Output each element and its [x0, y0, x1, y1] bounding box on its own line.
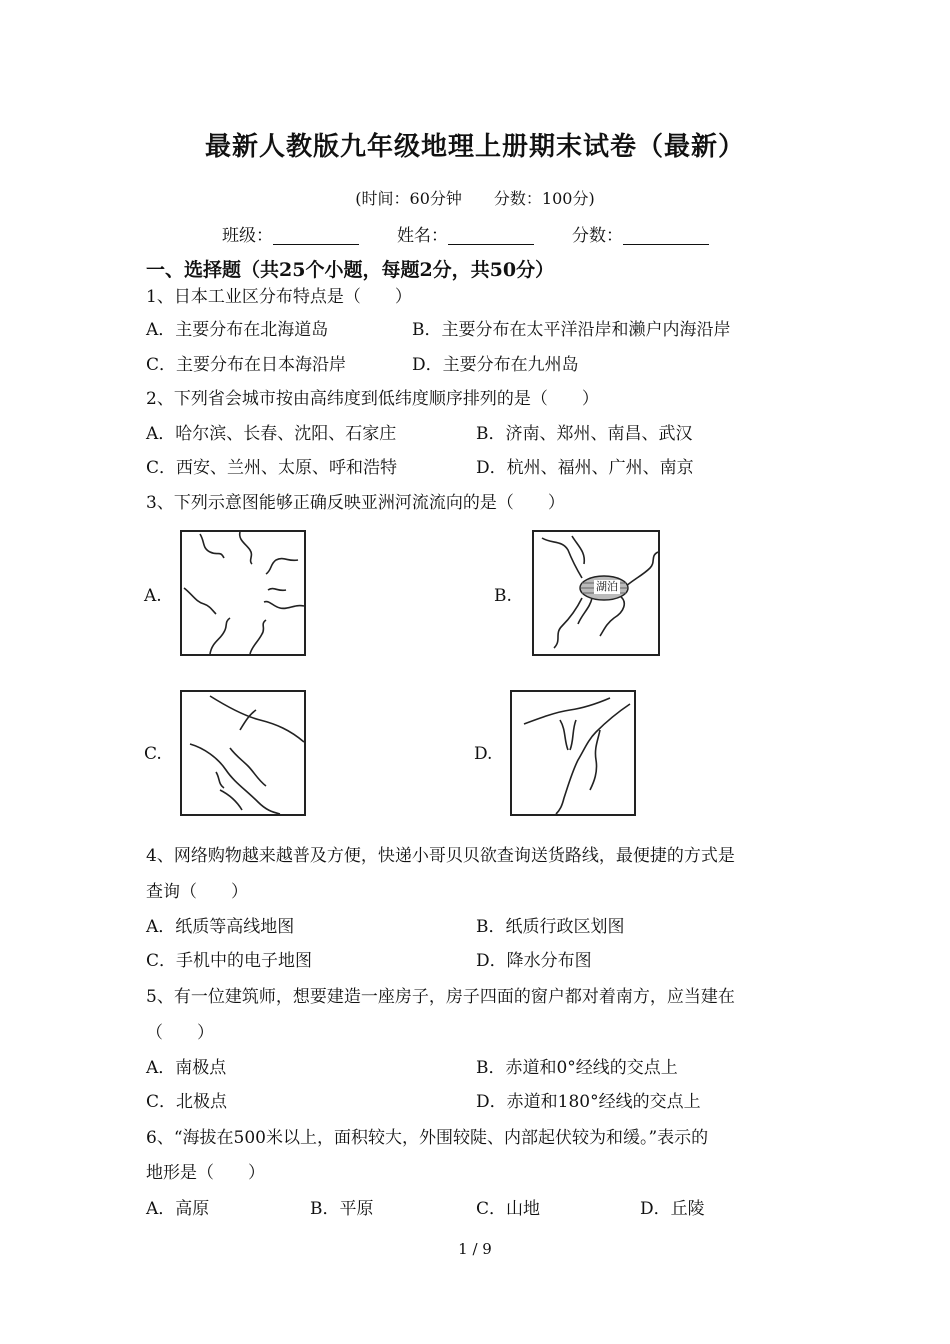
q4-option-d: D．降水分布图 [476, 951, 592, 971]
page-number: 1 / 9 [458, 1240, 492, 1258]
q3-option-c-label: C. [144, 744, 162, 764]
q2-option-a: A．哈尔滨、长春、沈阳、石家庄 [146, 424, 397, 444]
q2-option-c: C．西安、兰州、太原、呼和浩特 [146, 458, 398, 478]
question-4-stem: 4、网络购物越来越普及方便，快递小哥贝贝欲查询送货路线，最便捷的方式是 [146, 846, 735, 866]
name-blank[interactable] [448, 226, 534, 245]
q6-option-b: B．平原 [310, 1199, 374, 1219]
question-3-stem: 3、下列示意图能够正确反映亚洲河流流向的是（ ） [146, 493, 565, 513]
q1-option-b: B．主要分布在太平洋沿岸和濑户内海沿岸 [412, 320, 731, 340]
q3-option-a-label: A. [144, 586, 162, 606]
q3-map-d [510, 690, 636, 816]
q4-option-c: C．手机中的电子地图 [146, 951, 313, 971]
q2-option-d: D．杭州、福州、广州、南京 [476, 458, 694, 478]
q6-option-a: A．高原 [146, 1199, 210, 1219]
name-label: 姓名： [397, 226, 448, 246]
q5-option-a: A．南极点 [146, 1058, 227, 1078]
q4-option-a: A．纸质等高线地图 [146, 917, 295, 937]
q5-option-d: D．赤道和180°经线的交点上 [476, 1092, 701, 1112]
q3-option-b-label: B. [494, 586, 512, 606]
question-6-stem: 6、“海拔在500米以上，面积较大，外围较陡、内部起伏较为和缓。”表示的 [146, 1128, 709, 1148]
exam-info: (时间：60分钟 分数：100分) [355, 189, 595, 208]
question-4-stem-cont: 查询（ ） [146, 882, 248, 902]
section-heading: 一、选择题（共25个小题，每题2分，共50分） [146, 259, 555, 281]
class-blank[interactable] [273, 226, 359, 245]
q2-option-b: B．济南、郑州、南昌、武汉 [476, 424, 693, 444]
student-fields [222, 221, 747, 246]
q3-option-d-label: D. [474, 744, 493, 764]
class-label: 班级： [222, 226, 273, 246]
score-label: 分数： [572, 226, 623, 246]
question-1-stem: 1、日本工业区分布特点是（ ） [146, 287, 412, 307]
q3-map-a [180, 530, 306, 656]
question-5-stem: 5、有一位建筑师，想要建造一座房子，房子四面的窗户都对着南方，应当建在 [146, 987, 735, 1007]
question-5-stem-cont: （ ） [146, 1023, 214, 1043]
q1-option-c: C．主要分布在日本海沿岸 [146, 355, 347, 375]
question-2-stem: 2、下列省会城市按由高纬度到低纬度顺序排列的是（ ） [146, 389, 599, 409]
page-title: 最新人教版九年级地理上册期末试卷（最新） [204, 132, 745, 162]
q6-option-c: C．山地 [476, 1199, 541, 1219]
q5-option-c: C．北极点 [146, 1092, 228, 1112]
question-6-stem-cont: 地形是（ ） [146, 1163, 265, 1183]
q1-option-a: A．主要分布在北海道岛 [146, 320, 329, 340]
q4-option-b: B．纸质行政区划图 [476, 917, 625, 937]
q3-map-b [532, 530, 660, 656]
q3-map-c [180, 690, 306, 816]
q5-option-b: B．赤道和0°经线的交点上 [476, 1058, 678, 1078]
lake-label: 湖泊 [596, 580, 618, 593]
q1-option-d: D．主要分布在九州岛 [412, 355, 579, 375]
q6-option-d: D．丘陵 [640, 1199, 705, 1219]
score-blank[interactable] [623, 226, 709, 245]
